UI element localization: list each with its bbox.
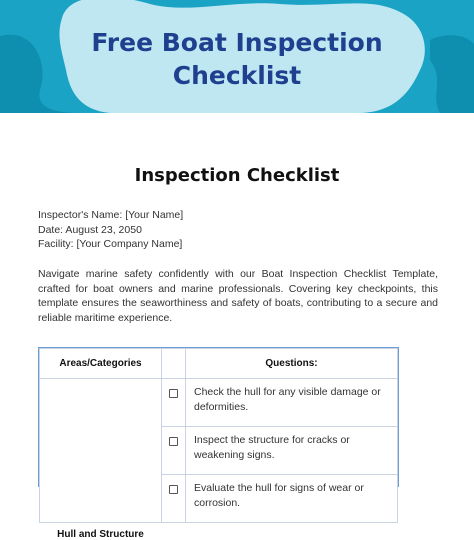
area-cell <box>40 379 162 540</box>
checkbox-hull-wear[interactable] <box>169 485 178 494</box>
inspector-name-line: Inspector's Name: [Your Name] <box>38 209 184 221</box>
column-header-check <box>162 349 186 379</box>
banner-title-line1: Free Boat Inspection <box>91 28 383 57</box>
banner-title <box>0 26 474 92</box>
table-row <box>40 379 398 427</box>
table-header-row <box>40 349 398 379</box>
checkbox-cell <box>162 427 186 475</box>
question-cell: Check the hull for any visible damage or deformities. <box>186 379 398 427</box>
checkbox-cell <box>162 379 186 427</box>
inspection-meta <box>38 208 183 252</box>
banner-title-line2: Checklist <box>172 61 302 90</box>
question-cell: Inspect the structure for cracks or weakening signs. <box>186 427 398 475</box>
column-header-areas: Areas/Categories <box>40 349 162 379</box>
checkbox-cell <box>162 475 186 523</box>
header-banner <box>0 0 474 113</box>
column-header-questions: Questions: <box>186 349 398 379</box>
checkbox-hull-damage[interactable] <box>169 389 178 398</box>
date-line: Date: August 23, 2050 <box>38 223 142 236</box>
area-label: Hull and Structure <box>57 529 144 540</box>
checklist-table-container <box>38 347 399 540</box>
facility-line: Facility: [Your Company Name] <box>38 238 183 250</box>
intro-paragraph: Navigate marine safety confidently with our Boat Inspection Checklist Template, crafted for boat owners and marine professionals. Covering key checkpoints, this template ensures the seaworthiness and safety of boats, contributing to a secure and reliable maritime experience. <box>38 268 438 324</box>
checkbox-structure-cracks[interactable] <box>169 437 178 446</box>
document-heading: Inspection Checklist <box>134 165 340 186</box>
checklist-table <box>39 348 398 540</box>
question-cell: Evaluate the hull for signs of wear or corrosion. <box>186 475 398 523</box>
